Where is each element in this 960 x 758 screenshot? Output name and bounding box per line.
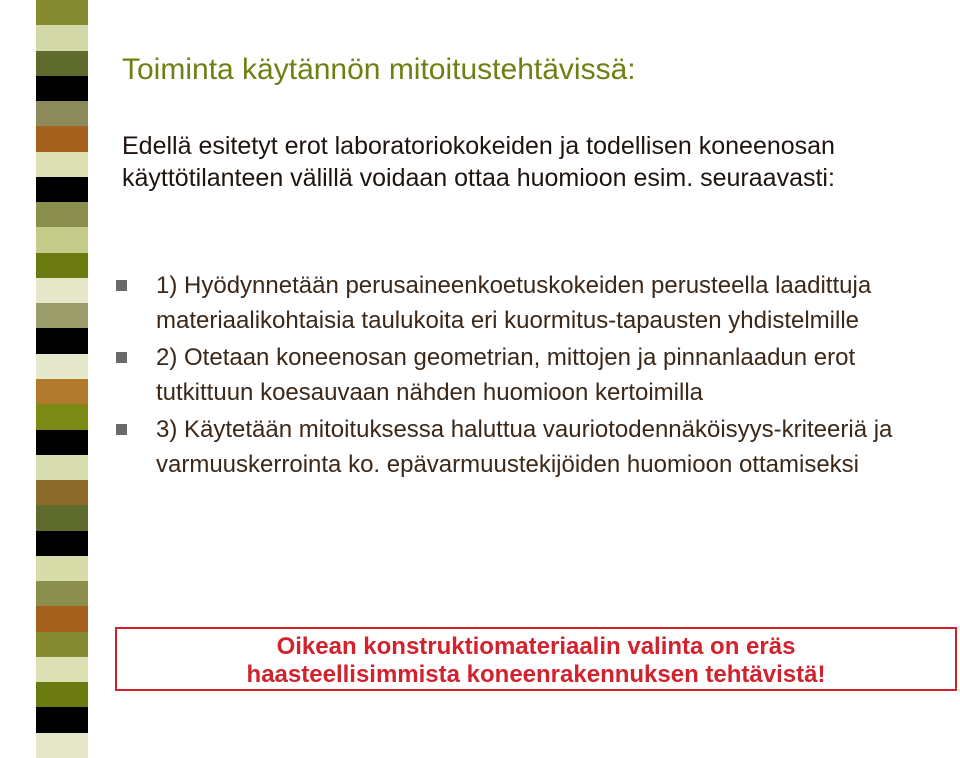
slide-title: Toiminta käytännön mitoitustehtävissä: xyxy=(122,53,636,86)
callout-line-2: haasteellisimmista koneenrakennuksen tehtävistä! xyxy=(246,661,826,688)
stripe-segment xyxy=(36,606,88,631)
stripe-segment xyxy=(36,177,88,202)
bullet-text: 1) Hyödynnetään perusaineenkoetuskokeiden perusteella laadittuja materiaalikohtaisia taulukoita eri kuormitus-tapausten yhdistelmille xyxy=(156,272,872,334)
stripe-segment xyxy=(36,707,88,732)
stripe-segment xyxy=(36,657,88,682)
square-bullet-icon xyxy=(116,424,127,435)
stripe-segment xyxy=(36,101,88,126)
stripe-segment xyxy=(36,303,88,328)
stripe-segment xyxy=(36,505,88,530)
stripe-segment xyxy=(36,202,88,227)
square-bullet-icon xyxy=(116,352,127,363)
stripe-segment xyxy=(36,253,88,278)
bullet-list xyxy=(116,268,956,484)
stripe-segment xyxy=(36,354,88,379)
stripe-segment xyxy=(36,531,88,556)
stripe-segment xyxy=(36,379,88,404)
stripe-segment xyxy=(36,328,88,353)
stripe-segment xyxy=(36,430,88,455)
stripe-segment xyxy=(36,480,88,505)
bullet-text: 2) Otetaan koneenosan geometrian, mittojen ja pinnanlaadun erot tutkittuun koesauvaan nähden huomioon kertoimilla xyxy=(156,344,856,406)
stripe-segment xyxy=(36,455,88,480)
stripe-segment xyxy=(36,632,88,657)
bullet-item xyxy=(116,412,956,482)
bullet-item xyxy=(116,268,956,338)
stripe-segment xyxy=(36,76,88,101)
stripe-segment xyxy=(36,581,88,606)
intro-paragraph: Edellä esitetyt erot laboratoriokokeiden ja todellisen koneenosan käyttötilanteen välillä voidaan ottaa huomioon esim. seuraavasti: xyxy=(122,132,835,192)
stripe-segment xyxy=(36,404,88,429)
callout-line-1: Oikean konstruktiomateriaalin valinta on eräs xyxy=(276,633,796,660)
stripe-segment xyxy=(36,152,88,177)
stripe-segment xyxy=(36,278,88,303)
stripe-segment xyxy=(36,227,88,252)
stripe-segment xyxy=(36,51,88,76)
stripe-segment xyxy=(36,126,88,151)
decorative-stripe-column xyxy=(36,0,88,758)
stripe-segment xyxy=(36,25,88,50)
stripe-segment xyxy=(36,733,88,758)
bullet-item xyxy=(116,340,956,410)
stripe-segment xyxy=(36,682,88,707)
stripe-segment xyxy=(36,0,88,25)
square-bullet-icon xyxy=(116,280,127,291)
highlight-callout-box xyxy=(115,627,957,691)
stripe-segment xyxy=(36,556,88,581)
bullet-text: 3) Käytetään mitoituksessa haluttua vauriotodennäköisyys-kriteeriä ja varmuuskerrointa ko. epävarmuustekijöiden huomioon ottamiseksi xyxy=(156,416,893,478)
